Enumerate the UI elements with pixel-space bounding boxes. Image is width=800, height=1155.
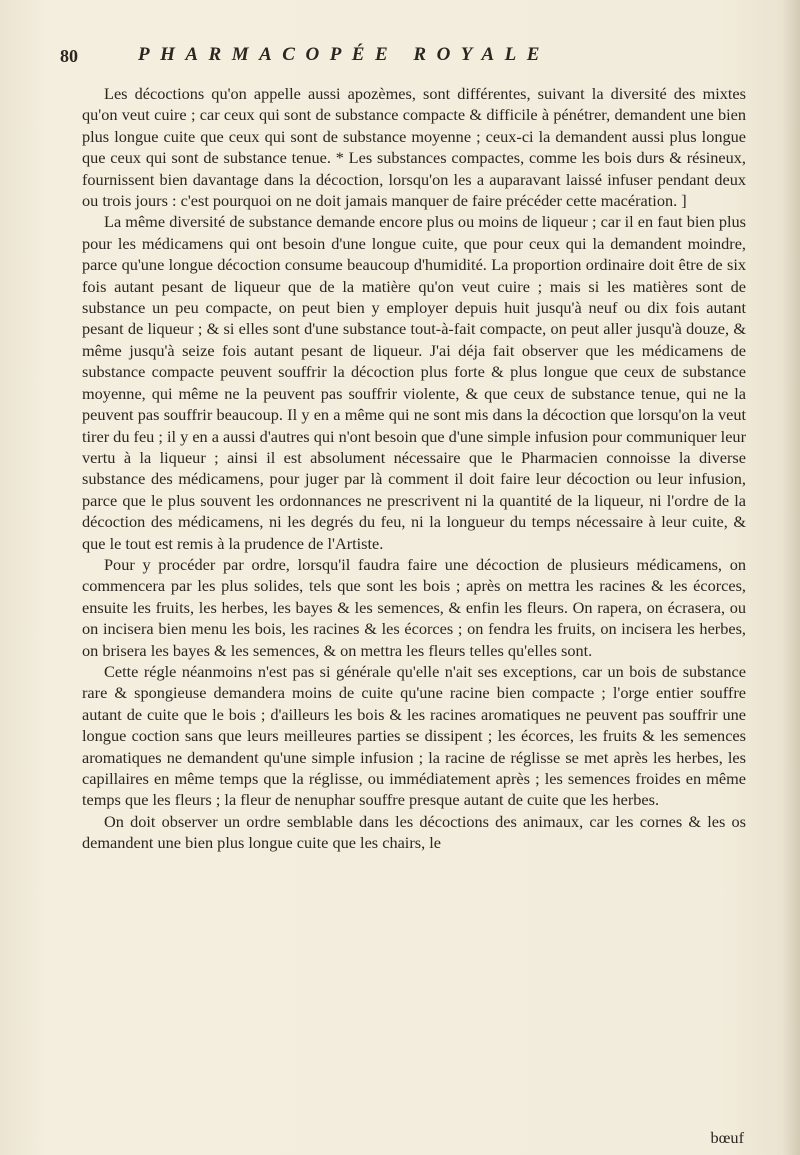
paragraph-animals: On doit observer un ordre semblable dans les décoctions des animaux, car les cornes & les os demandent une bien plus longue cuite que les chairs, le [82, 811, 746, 853]
running-head [60, 44, 760, 70]
paragraph-decoctions: Les décoctions qu'on appelle aussi apozèmes, sont différentes, suivant la diversité des mixtes qu'on veut cuire ; car ceux qui sont de substance compacte & difficile à pénétrer, demandent une bien plus longue cuite que ceux qui sont de substance moyenne ; ceux-ci la demandent aussi plus longue que ceux qui sont de substance tenue. * Les substances compactes, comme les bois durs & résineux, fournissent bien davantage dans la décoction, lorsqu'on les a auparavant laissé infuser pendant deux ou trois jours : c'est pourquoi on ne doit jamais manquer de faire précéder cette macération. ] [82, 84, 746, 211]
running-title: PHARMACOPÉE ROYALE [138, 44, 550, 65]
paragraph-order-of-procedure: Pour y procéder par ordre, lorsqu'il faudra faire une décoction de plusieurs médicamens, on commencera par les plus solides, tels que sont les bois ; après on mettra les racines & les écorces, ensuite les fruits, les herbes, les bayes & les semences, & enfin les fleurs. On rapera, on écrasera, ou on incisera bien menu les bois, les racines & les écorces ; on fendra les fruits, on incisera les herbes, on brisera les bayes & les semences, & on mettra les fleurs telles qu'elles sont. [82, 554, 746, 660]
body-text [82, 83, 746, 854]
page-edge-shadow [782, 0, 800, 1155]
paragraph-liquor-proportion: La même diversité de substance demande encore plus ou moins de liqueur ; car il en faut bien plus pour les médicamens qui ont besoin d'une longue cuite, que pour ceux qui la demandent moindre, parce qu'une longue décoction consume beaucoup d'humidité. La proportion ordinaire doit être de six fois autant pesant de liqueur que de la matière qu'on veut cuire ; mais si les matières sont de substance un peu compacte, on peut bien y employer depuis huit jusqu'à neuf ou dix fois autant pesant de liqueur ; & si elles sont d'une substance tout-à-fait compacte, on peut aller jusqu'à douze, & même jusqu'à seize fois autant pesant de liqueur. J'ai déja fait observer que les médicamens de substance compacte peuvent souffrir la décoction plus forte & plus longue que ceux de substance moyenne, qui même ne la peuvent pas souffrir violente, & que ceux de substance tenue, qui ne la peuvent pas souffrir beaucoup. Il y en a même qui ne sont mis dans la décoction que lorsqu'on la veut tirer du feu ; il y en a aussi d'autres qui n'ont besoin que d'une simple infusion pour communiquer leur vertu à la liqueur ; ainsi il est absolument nécessaire que le Pharmacien connoisse la diverse substance des médicamens, pour juger par là comment il doit faire leur décoction ou leur infusion, parce que le plus souvent les ordonnances ne prescrivent ni la quantité de la liqueur, ni l'ordre de la décoction des médicamens, ni les degrés du feu, ni la longueur du temps nécessaire à leur cuite, & que le tout est remis à la prudence de l'Artiste. [82, 212, 746, 553]
catchword: bœuf [710, 1128, 744, 1147]
page-number: 80 [60, 46, 78, 66]
paragraph-exceptions: Cette régle néanmoins n'est pas si générale qu'elle n'ait ses exceptions, car un bois de substance rare & spongieuse demandera moins de cuite qu'une racine bien compacte ; l'orge entier souffre autant de cuite que le bois ; d'ailleurs les bois & les racines aromatiques ne peuvent pas souffrir une longue coction sans que leurs meilleures parties se dissipent ; les écorces, les fruits & les semences aromatiques ne demandent qu'une simple infusion ; la racine de réglisse se met après les herbes, les capillaires en même temps que la réglisse, ou immédiatement après ; les semences froides en même temps que les fleurs ; la fleur de nenuphar souffre presque autant de cuite que les herbes. [82, 661, 746, 810]
